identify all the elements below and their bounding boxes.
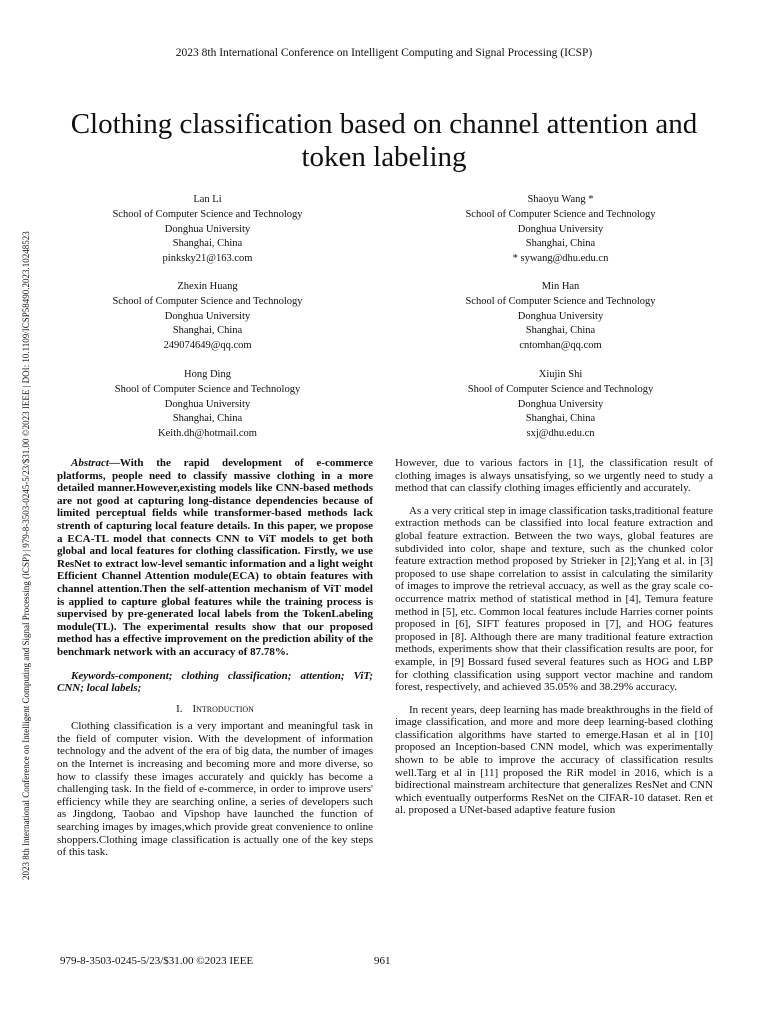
title-line-1: Clothing classification based on channel attention and (70, 108, 698, 140)
author-dept: Shool of Computer Science and Technology (114, 383, 301, 395)
author-univ: Donghua University (517, 398, 604, 410)
abstract-text: —With the rapid development of e-commerce platforms, people need to classify massive clothing in a more detailed manner.However,existing models like CNN-based methods are not good at capturing long-distance dependencies because of limited perceptual fields while transformer-based methods lack strenth of capturing local feature details. In this paper, we propose a ECA-TL model that connects CNN to ViT models to get both global and local features for clothing classification. Firstly, we use ResNet to extract low-level semantic information and a light weight Efficient Channel Attention module(ECA) to obtain features with channel attention.Then the self-attention mechanism of ViT model is applied to capture global features while the training process is supervised by pre-generated local labels from the TokenLabeling module(TL). The experimental results show that our proposed method has a effective improvement on the prediction ability of the benchmark network with an accuracy of 87.78%. (57, 457, 373, 658)
author-email: * sywang@dhu.edu.cn (512, 253, 609, 265)
author-email: sxj@dhu.edu.cn (526, 428, 595, 440)
intro-paragraph: Clothing classification is a very important and meaningful task in the field of computer vision. With the development of information technology and the advent of the era of big data, the number of images on the Internet is increasing and becoming more and more diverse, so how to classify these images accurately and quickly has become a challenging task. In the field of e-commerce, in order to improve users' efficiency while they are searching online, a series of developers such as Jingdong, Taobao and Vipshop have launched the function of searching images by images,which provide great convenience to online shoppers.Clothing image classification is actually one of the key steps of this task. (57, 720, 373, 859)
author-email: 249074649@qq.com (163, 340, 252, 352)
abstract (57, 457, 373, 659)
body-paragraph: In recent years, deep learning has made breakthroughs in the field of image classification, and more and more deep learning-based clothing classification algorithms have started to emerge.Hasan et al in [10] proposed an Inception-based CNN model, which was experimentally shown to be able to improve the accuracy of classification results well.Targ et al in [11] proposed the RiR model in 2016, which is a bidirectional mainstream architecture that generalizes ResNet and CNN which eventually outperforms ResNet on the CIFAR-10 dataset. Ren et al. proposed a UNet-based adaptive feature fusion (395, 703, 713, 817)
author-univ: Donghua University (517, 310, 604, 322)
right-column (395, 457, 713, 817)
author-name: Lan Li (193, 194, 222, 205)
author-name: Zhexin Huang (177, 281, 238, 292)
paper-title (40, 108, 728, 174)
author-name: Xiujin Shi (538, 369, 583, 380)
author-block (408, 193, 713, 267)
author-name: Min Han (541, 281, 580, 292)
author-name: Shaoyu Wang * (527, 194, 594, 205)
author-univ: Donghua University (164, 398, 251, 410)
footer-copyright: 979-8-3503-0245-5/23/$31.00 ©2023 IEEE (60, 955, 254, 967)
title-line-2: token labeling (301, 141, 467, 173)
author-univ: Donghua University (517, 223, 604, 235)
author-dept: Shool of Computer Science and Technology (467, 383, 654, 395)
section-title: Introduction (192, 702, 254, 715)
left-column (57, 457, 373, 859)
author-email: pinksky21@163.com (162, 253, 253, 265)
keywords: Keywords-component; clothing classification; attention; ViT; CNN; local labels; (57, 669, 373, 695)
author-block (55, 280, 360, 354)
author-city: Shanghai, China (525, 325, 596, 337)
author-email: cntomhan@qq.com (519, 340, 602, 352)
author-city: Shanghai, China (172, 238, 243, 250)
author-dept: School of Computer Science and Technology (112, 208, 303, 220)
author-block (55, 368, 360, 442)
abstract-label: Abstract (71, 457, 109, 469)
body-paragraph: However, due to various factors in [1], the classification result of clothing images is always unsatisfying, so we urgently need to study a method that can classify clothing images efficiently and accurately. (395, 457, 713, 495)
author-block (55, 193, 360, 267)
section-heading (57, 703, 373, 716)
author-univ: Donghua University (164, 310, 251, 322)
author-city: Shanghai, China (525, 413, 596, 425)
author-dept: School of Computer Science and Technology (465, 208, 656, 220)
doi-sidebar: 2023 8th International Conference on Intelligent Computing and Signal Processing (ICSP) | 979-8-3503-0245-5/23/$31.00 ©2023 IEEE | DOI: 10.1109/ICSP58490.2023.10248523 (21, 231, 31, 880)
author-city: Shanghai, China (172, 325, 243, 337)
section-number: I. (176, 702, 183, 715)
author-city: Shanghai, China (172, 413, 243, 425)
author-email: Keith.dh@hotmail.com (158, 428, 257, 440)
author-block (408, 280, 713, 354)
author-city: Shanghai, China (525, 238, 596, 250)
author-dept: School of Computer Science and Technology (465, 295, 656, 307)
author-dept: School of Computer Science and Technology (112, 295, 303, 307)
author-name: Hong Ding (184, 369, 231, 380)
conference-header: 2023 8th International Conference on Intelligent Computing and Signal Processing (ICSP) (175, 47, 593, 59)
author-block (408, 368, 713, 442)
page-number: 961 (374, 955, 391, 967)
author-univ: Donghua University (164, 223, 251, 235)
body-paragraph: As a very critical step in image classification tasks,traditional feature extraction methods can be classified into local feature extraction and global feature extraction. Between the two ways, global features are subdivided into color, shape and texture, such as the chunked color feature extraction method proposed by Strieker in [2];Yang et al. in [3] proposed to use shape correlation to assist in calculating the similarity of images to improve the retrieval accuacy, as well as the gray scale co-occurrence matrix method of statistical method in [4], Temura feature method in [5], etc. Common local features include Harries corner points proposed in [6], SIFT features proposed in [7], and HOG features proposed in [8]. Although there are many traditional feature extraction methods, experiments show that their classification results are poor, for example, in [9] Bossard fused several features such as HOG and LBP for clothing classification using support vector machine and random forest, respectively, and achieved 35.05% and 38.29% accuracy. (395, 504, 713, 694)
